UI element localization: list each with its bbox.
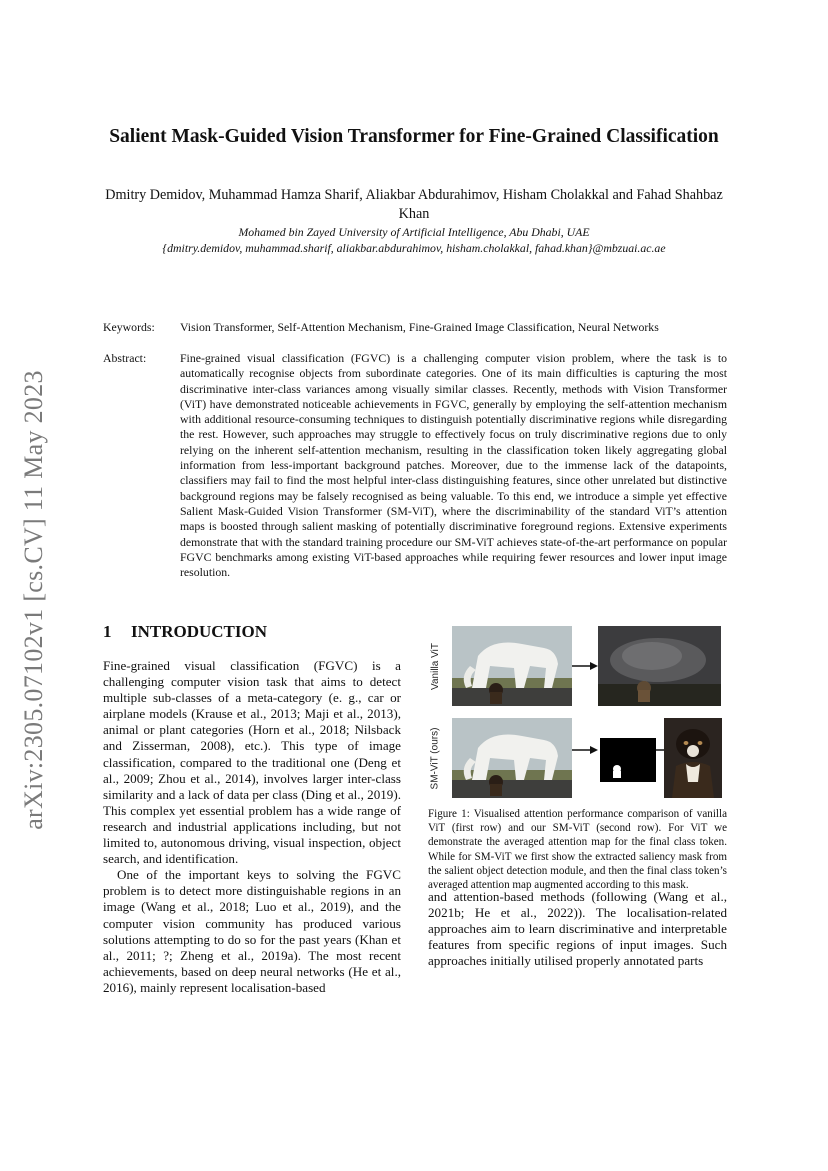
author-list: Dmitry Demidov, Muhammad Hamza Sharif, Aliakbar Abdurahimov, Hisham Cholakkal and Fahad Shahbaz Khan: [105, 187, 723, 222]
intro-paragraph-1: Fine-grained visual classification (FGVC) is a challenging computer vision task that aims to detect multiple sub-classes of a meta-category (e. g., car or airplane models (Krause et al., 2013; Maji et al., 2013), animal or plant categories (Horn et al., 2018; Nilsback and Zisserman, 2008), etc.). This type of image classification, compared to the traditional one (Deng et al., 2009; Zhou et al., 2014), involves larger inter-class similarity and a lack of data per class (Ding et al., 2019). This complex yet essential problem has a wide range of research and industrial applications including, but not limited to, autonomous driving, visual inspection, object search, and identification.: [103, 658, 401, 867]
saliency-mask: [600, 738, 656, 782]
smvit-input-image: [452, 718, 572, 798]
figure-caption: Figure 1: Visualised attention performance comparison of vanilla ViT (first row) and our SM-ViT (second row). For ViT we demonstrate the averaged attention map for the final class token. While for SM-ViT we first show the extracted saliency mask from the salient object detection module, and then the final class token’s averaged attention map augmented according to this mask.: [428, 808, 727, 892]
author-emails: {dmitry.demidov, muhammad.sharif, aliakbar.abdurahimov, hisham.cholakkal, fahad.khan}@mbzuai.ac.ae: [162, 241, 666, 255]
abstract-label: Abstract:: [103, 351, 147, 365]
keywords-text: Vision Transformer, Self-Attention Mechanism, Fine-Grained Image Classification, Neural Networks: [180, 320, 659, 334]
abstract-text: Fine-grained visual classification (FGVC) is a challenging computer vision problem, where the task is to automatically recognise objects from subordinate categories. One of its main difficulties is capturing the most discriminative inter-class variances among visually similar classes. Recently, methods with Vision Transformer (ViT) have demonstrated noticeable achievements in FGVC, generally by employing the self-attention mechanism with additional resource-consuming techniques to distinguish potentially discriminative regions while disregarding the rest. However, such approaches may struggle to effectively focus on truly discriminative regions due to only relying on the inherent self-attention mechanism, resulting in the classification token likely aggregating global information from less-important background patches. Moreover, due to the immense lack of the datapoints, classifiers may fail to find the most helpful inter-class distinguishing features, since other unrelated but distinctive background regions may be falsely recognised as being valuable. To this end, we introduce a simple yet effective Salient Mask-Guided Vision Transformer (SM-ViT), where the discriminability of the standard ViT’s attention maps is boosted through salient masking of potentially discriminative foreground regions. Extensive experiments demonstrate that with the standard training procedure our SM-ViT achieves state-of-the-art performance on popular FGVC benchmarks among existing ViT-based approaches while requiring fewer resources and lower input image resolution.: [180, 351, 727, 580]
left-column: [103, 658, 401, 996]
figure-1: [428, 622, 727, 798]
affiliation-block: [90, 224, 738, 256]
paper-title: Salient Mask-Guided Vision Transformer for Fine-Grained Classification: [109, 126, 719, 147]
section-number: 1: [103, 622, 112, 641]
row-label-smvit: SM-ViT (ours): [429, 727, 441, 789]
row-label-vanilla: Vanilla ViT: [429, 642, 441, 690]
affiliation: Mohamed bin Zayed University of Artificial Intelligence, Abu Dhabi, UAE: [238, 225, 590, 239]
section-heading: [103, 622, 267, 642]
vanilla-input-image: [452, 626, 572, 706]
vanilla-attention-map: [598, 626, 721, 706]
arxiv-watermark: arXiv:2305.07102v1 [cs.CV] 11 May 2023: [19, 370, 49, 830]
smvit-attention-map: [664, 718, 722, 798]
right-column-text: and attention-based methods (following (Wang et al., 2021b; He et al., 2022)). The localisation-related approaches aim to learn discriminative and interpretable features from specific regions of input images. Such approaches initially utilised properly annotated parts: [428, 889, 727, 969]
intro-paragraph-2: One of the important keys to solving the FGVC problem is to detect more distinguishable regions in an image (Wang et al., 2018; Luo et al., 2019), and the computer vision community has produced various solutions attempting to do so for the past years (Khan et al., 2011; ?; Zheng et al., 2019a). The most recent achievements, based on deep neural networks (He et al., 2016), mainly represent localisation-based: [103, 867, 401, 995]
arrow-icon: [572, 740, 598, 760]
section-title: INTRODUCTION: [131, 622, 268, 641]
arrow-icon: [572, 656, 598, 676]
keywords-label: Keywords:: [103, 320, 155, 334]
